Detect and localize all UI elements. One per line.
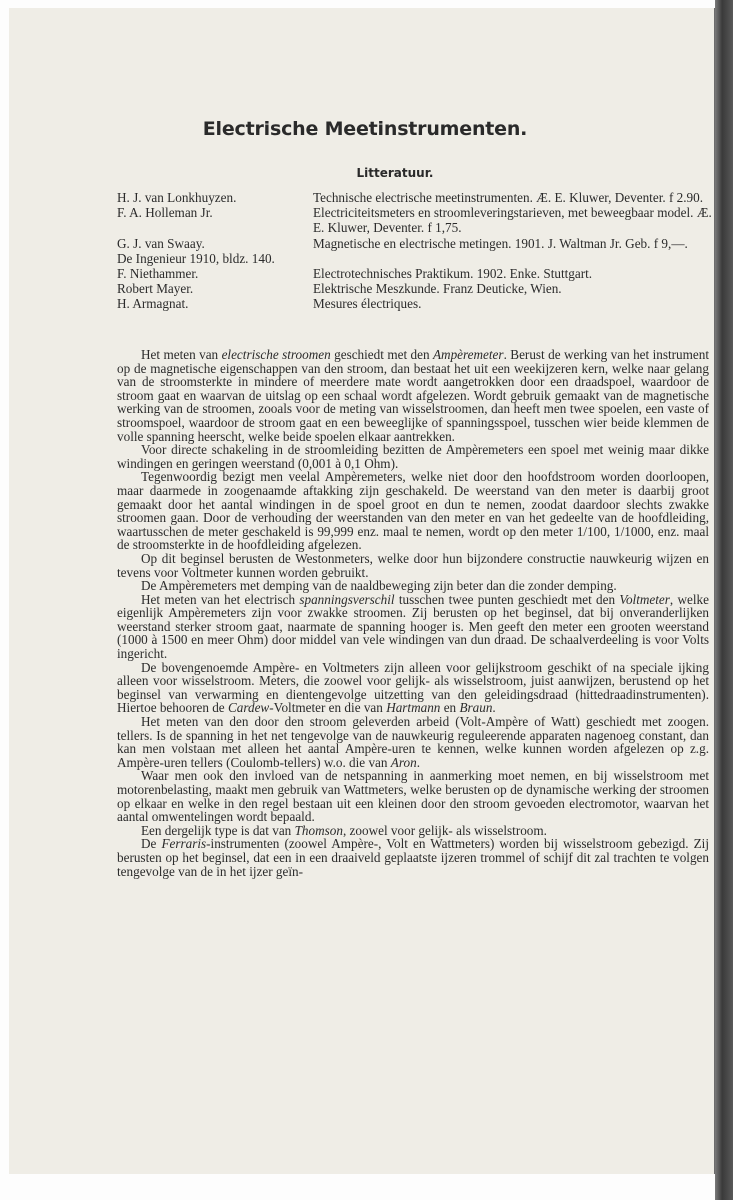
text-run: tusschen twee punten geschiedt met den [394,591,620,607]
text-run: . Berust de werking van het instrument op de magnetische eigenschappen van den stroom, dan bestaat het uit een weekijzeren kern, welke naar gelang van de stroomsterkte in mindere of meerdere mate wordt aangetrokken door een draadspoel, waardoor de stroom gaat en waarvan de uitslag op een schaal wordt afgelezen. Wordt gebruik gemaakt van de magnetische werking van de stroomen, zooals voor de meting van wisselstroomen, dan heeft men twee spoelen, een vaste of stroomspoel, waardoor de stroom gaat en een beweeglijke of spanningsspoel, tusschen wier beide klemmen de volle spanning heerscht, welke beide spoelen elkaar aantrekken. [117,347,710,444]
text-run: en [440,700,460,716]
text-run: -instrumenten (zoowel Ampère-, Volt en Wattmeters) worden bij wisselstroom gebezigd. Zij berusten op het beginsel, dat een in een draaiveld geplaatste ijzeren trommel of schijf dit zal trachten te volgen tengevolge van de in het ijzer geïn- [117,836,709,879]
text-run: . [492,700,496,716]
reference-author: H. J. van Lonkhuyzen. [117,190,237,205]
reference-work: Elektrische Meszkunde. Franz Deuticke, Wien. [313,281,562,297]
emphasis: Braun [459,700,493,716]
reference-work: Electrotechnisches Praktikum. 1902. Enke. Stuttgart. [313,266,593,282]
reference-item [117,236,712,251]
reference-item [117,190,712,205]
reference-work: Technische electrische meetinstrumenten. Æ. E. Kluwer, Deventer. f 2.90. [313,190,704,205]
emphasis: Hartmann [386,700,441,716]
paragraph [117,348,709,443]
emphasis: spanningsverschil [299,591,395,607]
emphasis: Aron [390,754,417,770]
body-text [117,348,709,878]
text-run: Het meten van [141,347,222,362]
paragraph [117,661,709,715]
reference-author: H. Armagnat. [117,296,189,312]
reference-item [117,281,712,296]
paragraph [117,715,709,769]
paragraph: Voor directe schakeling in de stroomleiding bezitten de Ampèremeters een spoel met weinig maar dikke windingen en geringen weerstand (0,001 à 0,1 Ohm). [117,442,709,471]
emphasis: Thomson [294,822,343,838]
reference-item [117,266,712,281]
paragraph [117,837,709,878]
emphasis: Voltmeter [619,591,670,607]
paragraph: Waar men ook den invloed van de netspanning in aanmerking moet nemen, en bij wisselstroom met motorenbelasting, maakt men gebruik van Wattmeters, welke berusten op de dynamische werking der stroomen op elkaar en welke in den regel bestaan uit een kleinen door den stroom gevoeden electromotor, waarvan het aantal omwentelingen wordt bepaald. [117,768,709,825]
reference-author: F. A. Holleman Jr. [117,205,213,221]
emphasis: Cardew [227,700,270,716]
reference-item [117,296,712,311]
text-run: . [416,754,420,770]
literature-heading: Litteratuur. [356,166,434,180]
reference-work: Mesures électriques. [313,296,422,312]
reference-author: G. J. van Swaay. [117,235,205,251]
book-spine [715,0,733,1200]
text-run: geschiedt met den [330,347,433,362]
text-run: De [141,836,162,852]
paragraph [117,824,709,838]
reference-author: De Ingenieur 1910, bldz. 140. [117,250,275,266]
text-run: Een dergelijk type is dat van [141,822,295,838]
reference-item [117,251,712,266]
reference-work: Magnetische en electrische metingen. 1901. J. Waltman Jr. Geb. f 9,—. [313,235,688,251]
emphasis: electrische stroomen [221,347,331,362]
text-run: Het meten van den door den stroom geleverden arbeid (Volt-Ampère of Watt) geschiedt met zoogen. tellers. Is de spanning in het net tengevolge van de nauwkeurig reguleerende apparaten nagenoeg constant, dan kan men volstaan met alleen het aantal Ampère-uren te kennen, welke kunnen worden afgelezen op z.g. Ampère-uren tellers (Coulomb-tellers) w.o. die van [117,714,709,770]
paragraph: De Ampèremeters met demping van de naaldbeweging zijn beter dan die zonder demping. [141,578,617,594]
reference-author: F. Niethammer. [117,266,199,282]
text-run: Het meten van het electrisch [141,591,300,607]
reference-work: Electriciteitsmeters en stroomleveringstarieven, met beweegbaar model. Æ. E. Kluwer, Deventer. f 1,75. [313,205,712,236]
emphasis: Ferraris [161,836,207,852]
text-run: -Voltmeter en die van [269,700,387,716]
text-run: De bovengenoemde Ampère- en Voltmeters zijn alleen voor gelijkstroom geschikt of na speciale ijking alleen voor wisselstroom. Meters, die zoowel voor gelijk- als wisselstroom, juist aanwijzen, berustend op het beginsel van verwarming en dientengevolge uitzetting van den geleidingsdraad (hittedraadinstrumenten). Hiertoe behooren de [117,659,709,716]
reference-list [117,190,712,312]
paragraph: Op dit beginsel berusten de Westonmeters, welke door hun bijzondere constructie nauwkeurig wijzen en tevens voor Voltmeter kunnen worden gebruikt. [117,550,709,580]
reference-author: Robert Mayer. [117,281,194,297]
paragraph [117,593,709,661]
reference-item [117,205,712,235]
paragraph: Tegenwoordig bezigt men veelal Ampèremeters, welke niet door den hoofdstroom worden doorloopen, maar daarmede in zoogenaamde aftakking zijn geschakeld. De weerstand van den meter is daarbij groot gemaakt door het aantal windingen in de spoel groot en dun te nemen, zoodat daardoor slechts zwakke stroomen gaan. Door de verhouding der weerstanden van den meter en van het gedeelte van de hoofdleiding, waartusschen de meter geschakeld is 99,999 enz. maal te nemen, wordt op den meter 1/100, 1/1000, enz. maal de stroomsterkte in de hoofdleiding afgelezen. [117,469,709,553]
text-run: , welke eigenlijk Ampèremeters zijn voor zwakke stroomen. Zij berusten op het beginsel, dat bij onveranderlijken weerstand sterker stroom gaat, naarmate de spanning hooger is. Men geeft den meter een grooten weerstand (1000 à 1500 en meer Ohm) door middel van vele windingen van dun draad. De schaalverdeeling is voor Volts ingericht. [117,591,709,662]
emphasis: Ampèremeter [433,347,504,362]
text-run: , zoowel voor gelijk- als wisselstroom. [342,822,547,838]
page-title: Electrische Meetinstrumenten. [202,118,528,140]
